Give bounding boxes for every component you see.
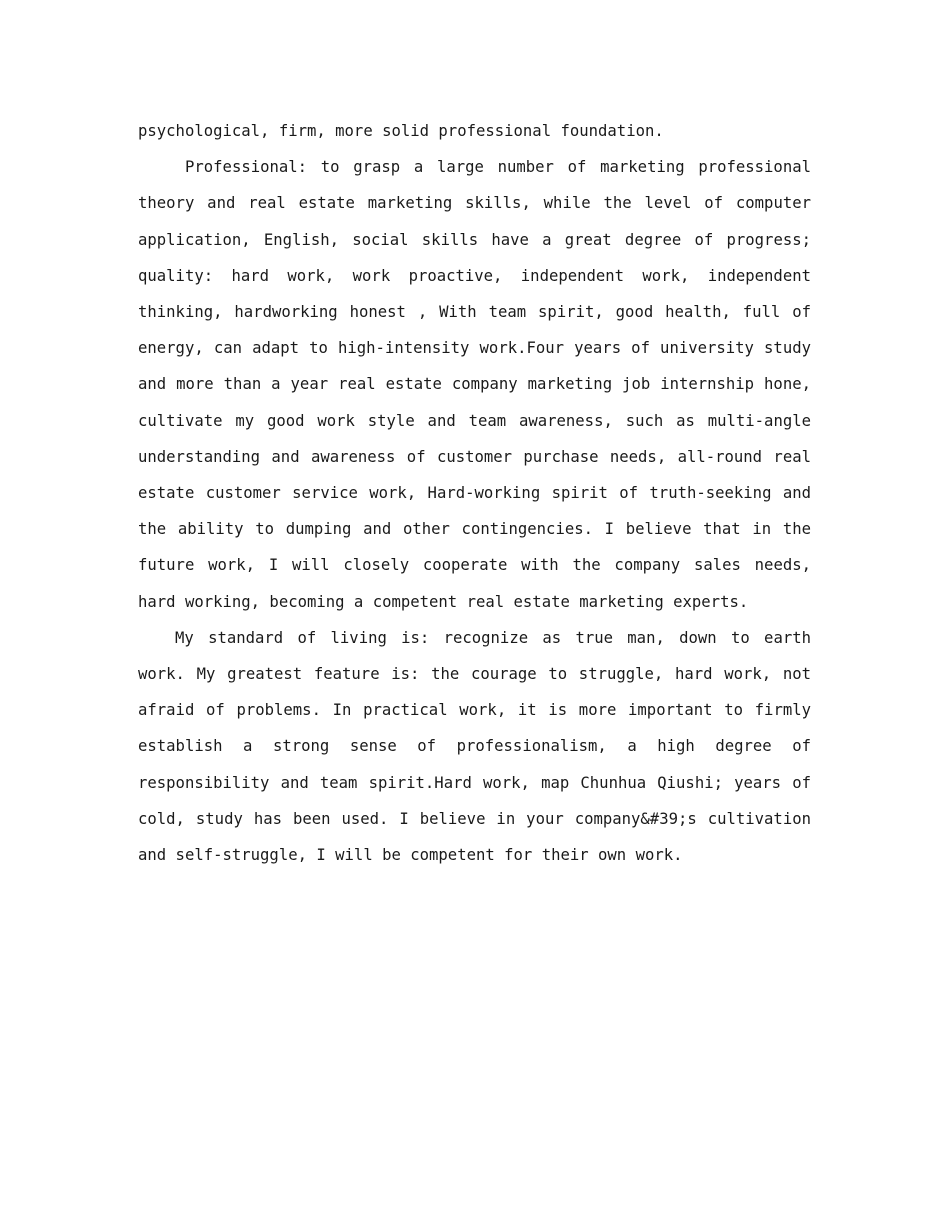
paragraph-professional: Professional: to grasp a large number of marketing professional theory and real estate marketing skills, while the level of computer application, English, social skills have a great degree of progress; quality: hard work, work proactive, independent work, independent thinking, hardworking honest , With team spirit, good health, full of energy, can adapt to high-intensity work.Four years of university study and more than a year real estate company marketing job internship hone, cultivate my good work style and team awareness, such as multi-angle understanding and awareness of customer purchase needs, all-round real estate customer service work, Hard-working spirit of truth-seeking and the ability to dumping and other contingencies. I believe that in the future work, I will closely cooperate with the company sales needs, hard working, becoming a competent real estate marketing experts. — [138, 158, 811, 611]
paragraph-continued: psychological, firm, more solid professional foundation. — [138, 122, 664, 140]
document-body — [138, 113, 811, 873]
paragraph-standard-of-living: My standard of living is: recognize as true man, down to earth work. My greatest feature is: the courage to struggle, hard work, not afraid of problems. In practical work, it is more important to firmly establish a strong sense of professionalism, a high degree of responsibility and team spirit.Hard work, map Chunhua Qiushi; years of cold, study has been used. I believe in your company&#39;s cultivation and self-struggle, I will be competent for their own work. — [138, 628, 811, 865]
